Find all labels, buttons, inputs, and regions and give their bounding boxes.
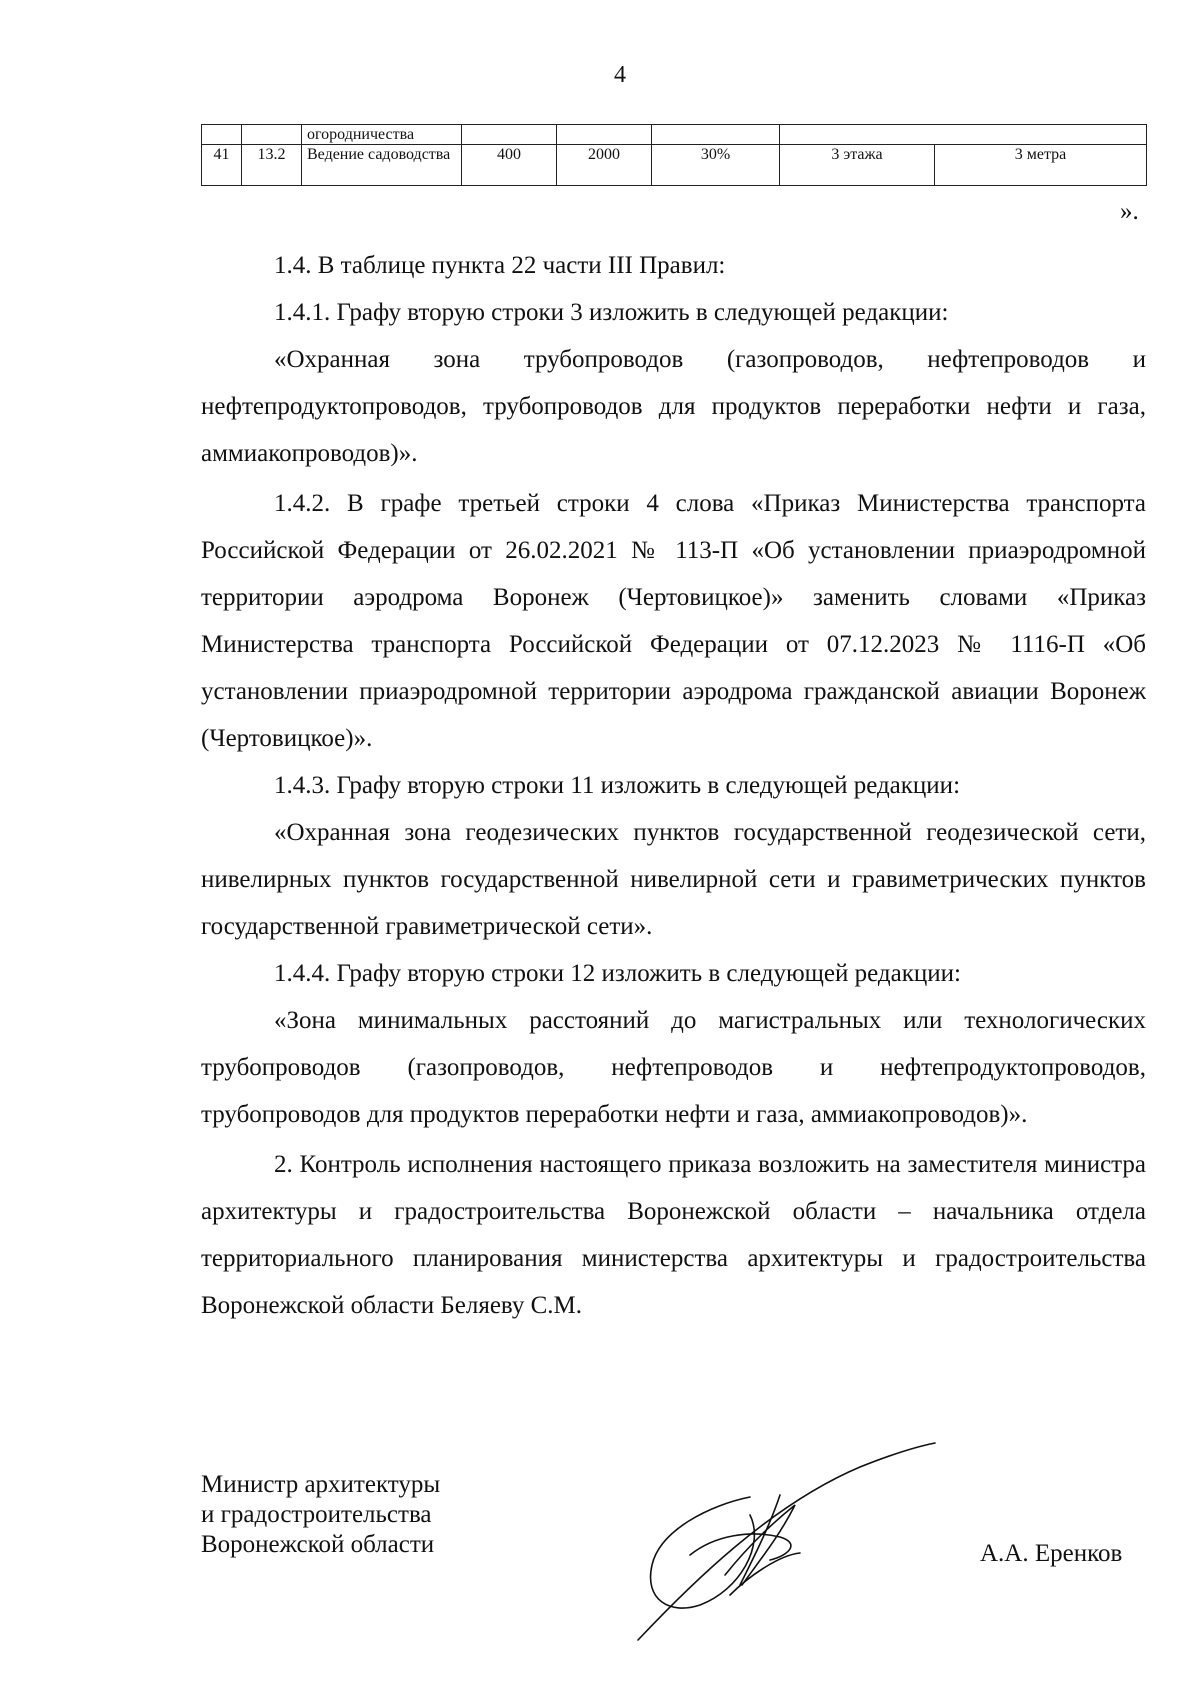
signatory-title xyxy=(201,1470,440,1560)
signatory-title-line: Воронежской области xyxy=(201,1531,435,1558)
table-cell-floors: 3 этажа xyxy=(780,145,935,186)
paragraph-1-4-3: 1.4.3. Графу вторую строки 11 изложить в следующей редакции: xyxy=(274,772,961,799)
paragraph-1-4: 1.4. В таблице пункта 22 части III Правил: xyxy=(274,252,726,279)
table-cell-name: Ведение садоводства xyxy=(302,145,462,186)
quote-1-4-3: «Охранная зона геодезических пунктов государственной геодезической сети, нивелирных пунктов государственной нивелирной сети и гравиметрических пунктов государственной гравиметрической сети». xyxy=(201,819,1146,940)
signatory-title-line: и градостроительства xyxy=(201,1501,432,1528)
table-cell-min-area: 400 xyxy=(462,145,557,186)
table-cell-name: огородничества xyxy=(302,125,462,145)
paragraph-1-4-1: 1.4.1. Графу вторую строки 3 изложить в следующей редакции: xyxy=(274,299,949,326)
continued-table xyxy=(201,124,1147,186)
closing-quote: ». xyxy=(1120,198,1139,225)
quote-1-4-1: «Охранная зона трубопроводов (газопроводов, нефтепроводов и нефтепродуктопроводов, трубопроводов для продуктов переработки нефти и газа, аммиакопроводов)». xyxy=(201,346,1146,467)
document-body xyxy=(201,242,1146,1329)
table-cell-num: 41 xyxy=(202,145,242,186)
paragraph-1-4-4: 1.4.4. Графу вторую строки 12 изложить в следующей редакции: xyxy=(274,960,961,987)
quote-1-4-4: «Зона минимальных расстояний до магистральных или технологических трубопроводов (газопроводов, нефтепроводов и нефтепродуктопроводов, трубопроводов для продуктов переработки нефти и газа, аммиакопроводов)». xyxy=(201,1007,1146,1128)
table-row xyxy=(202,125,1147,145)
paragraph-1-4-2: 1.4.2. В графе третьей строки 4 слова «Приказ Министерства транспорта Российской Федерации от 26.02.2021 № 113-П «Об установлении приаэродромной территории аэродрома Воронеж (Чертовицкое)» заменить словами «Приказ Министерства транспорта Российской Федерации от 07.12.2023 № 1116-П «Об установлении приаэродромной территории аэродрома гражданской авиации Воронеж (Чертовицкое)». xyxy=(201,490,1146,752)
handwritten-signature xyxy=(630,1435,970,1655)
table-cell-setback: 3 метра xyxy=(935,145,1147,186)
table-cell-code: 13.2 xyxy=(242,145,302,186)
table-cell-percent: 30% xyxy=(652,145,780,186)
signatory-title-line: Министр архитектуры xyxy=(201,1471,441,1498)
table-row xyxy=(202,145,1147,186)
paragraph-2: 2. Контроль исполнения настоящего приказа возложить на заместителя министра архитектуры и градостроительства Воронежской области – начальника отдела территориального планирования министерства архитектуры и градостроительства Воронежской области Беляеву С.М. xyxy=(201,1151,1146,1319)
page-number: 4 xyxy=(614,62,626,88)
signer-name: А.А. Еренков xyxy=(980,1540,1123,1567)
table-cell-max-area: 2000 xyxy=(557,145,652,186)
